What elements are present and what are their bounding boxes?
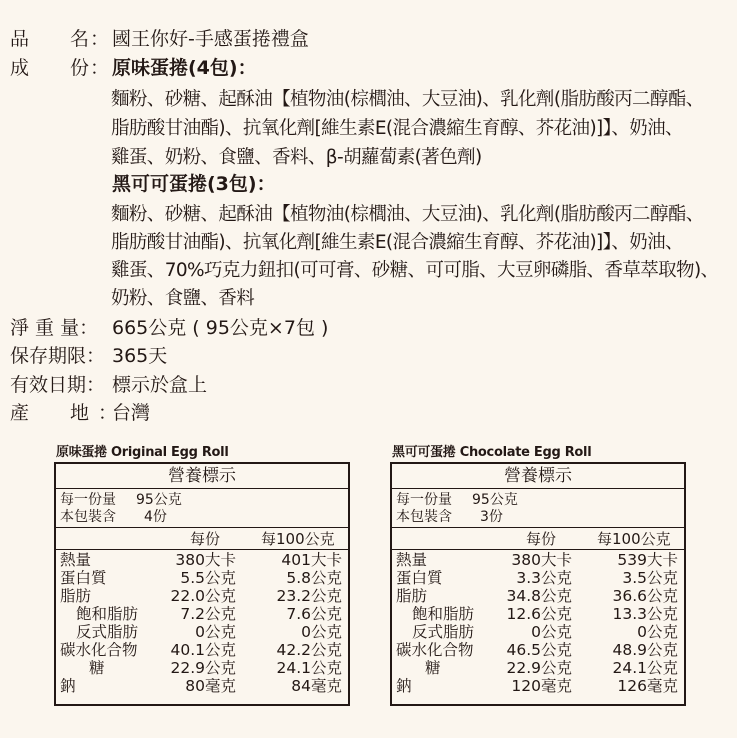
chocolate-ingredients-line: 脂肪酸甘油酯)、抗氧化劑[維生素E(混合濃縮生育醇、芥花油)]】、奶油、 xyxy=(111,232,683,253)
pack-value: 3份 xyxy=(480,509,503,525)
table-row: 熱量 380大卡 401大卡 xyxy=(60,551,342,569)
nutrition-header: 營養標示 xyxy=(392,464,684,489)
table-row: 脂肪 34.8公克 36.6公克 xyxy=(396,587,678,605)
col-per-serving: 每份 xyxy=(526,530,557,548)
chocolate-ingredients-line: 奶粉、食鹽、香料 xyxy=(111,288,255,309)
col-per-100g: 每100公克 xyxy=(261,530,335,548)
original-heading: 原味蛋捲(4包)： xyxy=(112,57,257,79)
serving-label: 每一份量 xyxy=(60,492,116,508)
table-row: 蛋白質 3.3公克 3.5公克 xyxy=(396,569,678,587)
table-row: 鈉 80毫克 84毫克 xyxy=(60,677,342,695)
nutrition-header: 營養標示 xyxy=(56,464,348,489)
table-row: 糖 22.9公克 24.1公克 xyxy=(425,659,678,677)
divider xyxy=(56,527,348,528)
original-ingredients-line: 脂肪酸甘油酯)、抗氧化劑[維生素E(混合濃縮生育醇、芥花油)]】、奶油、 xyxy=(111,118,683,139)
divider xyxy=(392,549,684,550)
weight-label: 淨 重 量： xyxy=(10,317,99,339)
pack-value: 4份 xyxy=(144,509,167,525)
name-value: 國王你好-手感蛋捲禮盒 xyxy=(112,28,309,50)
col-per-serving: 每份 xyxy=(190,530,221,548)
table-row: 碳水化合物 40.1公克 42.2公克 xyxy=(60,641,342,659)
serving-value: 95公克 xyxy=(472,492,518,508)
expiry-label: 有效日期： xyxy=(10,374,106,396)
pack-label: 本包裝含 xyxy=(396,509,452,525)
table-row: 鈉 120毫克 126毫克 xyxy=(396,677,678,695)
table-row: 熱量 380大卡 539大卡 xyxy=(396,551,678,569)
shelf-value: 365天 xyxy=(112,345,168,367)
table-row: 蛋白質 5.5公克 5.8公克 xyxy=(60,569,342,587)
pack-label: 本包裝含 xyxy=(60,509,116,525)
divider xyxy=(392,527,684,528)
origin-value: 台灣 xyxy=(112,402,151,424)
table-row: 碳水化合物 46.5公克 48.9公克 xyxy=(396,641,678,659)
table-row: 脂肪 22.0公克 23.2公克 xyxy=(60,587,342,605)
expiry-value: 標示於盒上 xyxy=(112,374,208,396)
shelf-label: 保存期限： xyxy=(10,345,106,367)
nutrition-title-original: 原味蛋捲 Original Egg Roll xyxy=(56,445,229,460)
table-row: 糖 22.9公克 24.1公克 xyxy=(89,659,342,677)
table-row: 反式脂肪 0公克 0公克 xyxy=(76,623,342,641)
weight-value: 665公克 ( 95公克×7包 ) xyxy=(112,317,329,339)
nutrition-table-chocolate xyxy=(390,462,686,706)
divider xyxy=(56,549,348,550)
original-ingredients-line: 雞蛋、奶粉、食鹽、香料、β-胡蘿蔔素(著色劑) xyxy=(111,147,482,168)
chocolate-ingredients-line: 麵粉、砂糖、起酥油【植物油(棕櫚油、大豆油)、乳化劑(脂肪酸丙二醇酯、 xyxy=(111,204,704,225)
table-row: 反式脂肪 0公克 0公克 xyxy=(412,623,678,641)
chocolate-ingredients-line: 雞蛋、70%巧克力鈕扣(可可膏、砂糖、可可脂、大豆卵磷脂、香草萃取物)、 xyxy=(111,260,719,281)
serving-value: 95公克 xyxy=(136,492,182,508)
table-row: 飽和脂肪 12.6公克 13.3公克 xyxy=(412,605,678,623)
table-row: 飽和脂肪 7.2公克 7.6公克 xyxy=(76,605,342,623)
chocolate-heading: 黑可可蛋捲(3包)： xyxy=(112,173,276,195)
nutrition-title-chocolate: 黑可可蛋捲 Chocolate Egg Roll xyxy=(392,445,592,460)
original-ingredients-line: 麵粉、砂糖、起酥油【植物油(棕櫚油、大豆油)、乳化劑(脂肪酸丙二醇酯、 xyxy=(111,89,704,110)
col-per-100g: 每100公克 xyxy=(597,530,671,548)
serving-label: 每一份量 xyxy=(396,492,452,508)
nutrition-table-original xyxy=(54,462,350,706)
